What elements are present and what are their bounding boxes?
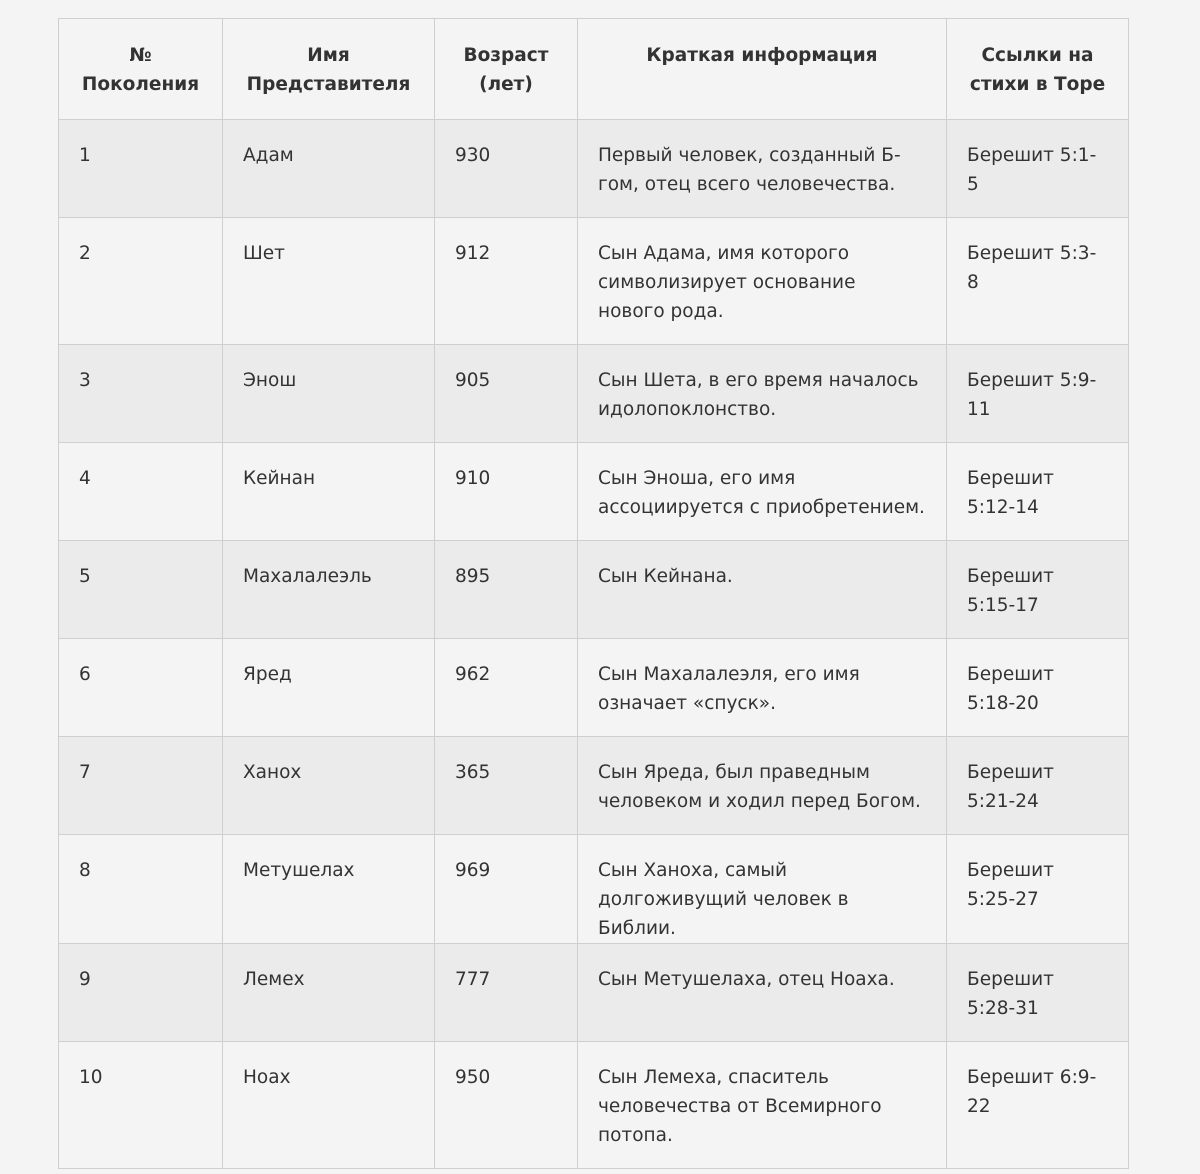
cell-reference: Берешит 5:21-24 (947, 737, 1129, 835)
cell-name: Махалалеэль (223, 541, 435, 639)
cell-age: 777 (435, 944, 578, 1042)
cell-reference: Берешит 6:9-22 (947, 1042, 1129, 1169)
cell-number: 8 (59, 835, 223, 944)
cell-name: Энош (223, 345, 435, 443)
cell-age: 962 (435, 639, 578, 737)
cell-number: 7 (59, 737, 223, 835)
cell-name: Ханох (223, 737, 435, 835)
header-row (59, 19, 1129, 120)
table-header (59, 19, 1129, 120)
table-row (59, 639, 1129, 737)
table-body (59, 120, 1129, 1169)
cell-info: Сын Адама, имя которого символизирует основание нового рода. (578, 218, 947, 345)
table-row (59, 1042, 1129, 1169)
cell-number: 5 (59, 541, 223, 639)
cell-name: Лемех (223, 944, 435, 1042)
table-row (59, 218, 1129, 345)
cell-age: 930 (435, 120, 578, 218)
cell-age: 912 (435, 218, 578, 345)
cell-number: 6 (59, 639, 223, 737)
cell-info: Сын Шета, в его время началось идолопоклонство. (578, 345, 947, 443)
table-row (59, 120, 1129, 218)
cell-reference: Берешит 5:28-31 (947, 944, 1129, 1042)
cell-number: 9 (59, 944, 223, 1042)
table-row (59, 835, 1129, 944)
table-row (59, 443, 1129, 541)
cell-number: 1 (59, 120, 223, 218)
table-row (59, 541, 1129, 639)
cell-info: Сын Метушелаха, отец Ноаха. (578, 944, 947, 1042)
cell-name: Адам (223, 120, 435, 218)
header-representative-name: Имя Представителя (223, 19, 435, 120)
cell-age: 895 (435, 541, 578, 639)
cell-name: Ноах (223, 1042, 435, 1169)
cell-age: 905 (435, 345, 578, 443)
cell-name: Шет (223, 218, 435, 345)
cell-info: Первый человек, созданный Б-гом, отец всего человечества. (578, 120, 947, 218)
cell-number: 4 (59, 443, 223, 541)
cell-reference: Берешит 5:25-27 (947, 835, 1129, 944)
header-generation-number: № Поколения (59, 19, 223, 120)
table-row (59, 345, 1129, 443)
cell-number: 10 (59, 1042, 223, 1169)
cell-info: Сын Ханоха, самый долгоживущий человек в Библии. (578, 835, 947, 944)
table-row (59, 944, 1129, 1042)
cell-number: 3 (59, 345, 223, 443)
cell-info: Сын Лемеха, спаситель человечества от Всемирного потопа. (578, 1042, 947, 1169)
cell-info: Сын Эноша, его имя ассоциируется с приобретением. (578, 443, 947, 541)
cell-name: Яред (223, 639, 435, 737)
cell-name: Кейнан (223, 443, 435, 541)
cell-number: 2 (59, 218, 223, 345)
cell-info: Сын Кейнана. (578, 541, 947, 639)
generations-table-container (58, 18, 1128, 1169)
cell-age: 950 (435, 1042, 578, 1169)
header-age: Возраст (лет) (435, 19, 578, 120)
cell-reference: Берешит 5:1-5 (947, 120, 1129, 218)
cell-reference: Берешит 5:3-8 (947, 218, 1129, 345)
cell-reference: Берешит 5:9-11 (947, 345, 1129, 443)
cell-reference: Берешит 5:12-14 (947, 443, 1129, 541)
cell-reference: Берешит 5:18-20 (947, 639, 1129, 737)
header-brief-info: Краткая информация (578, 19, 947, 120)
header-torah-references: Ссылки на стихи в Торе (947, 19, 1129, 120)
cell-reference: Берешит 5:15-17 (947, 541, 1129, 639)
generations-table (58, 18, 1129, 1169)
cell-age: 969 (435, 835, 578, 944)
cell-info: Сын Яреда, был праведным человеком и ходил перед Богом. (578, 737, 947, 835)
cell-age: 910 (435, 443, 578, 541)
table-row (59, 737, 1129, 835)
cell-age: 365 (435, 737, 578, 835)
cell-name: Метушелах (223, 835, 435, 944)
cell-info: Сын Махалалеэля, его имя означает «спуск». (578, 639, 947, 737)
